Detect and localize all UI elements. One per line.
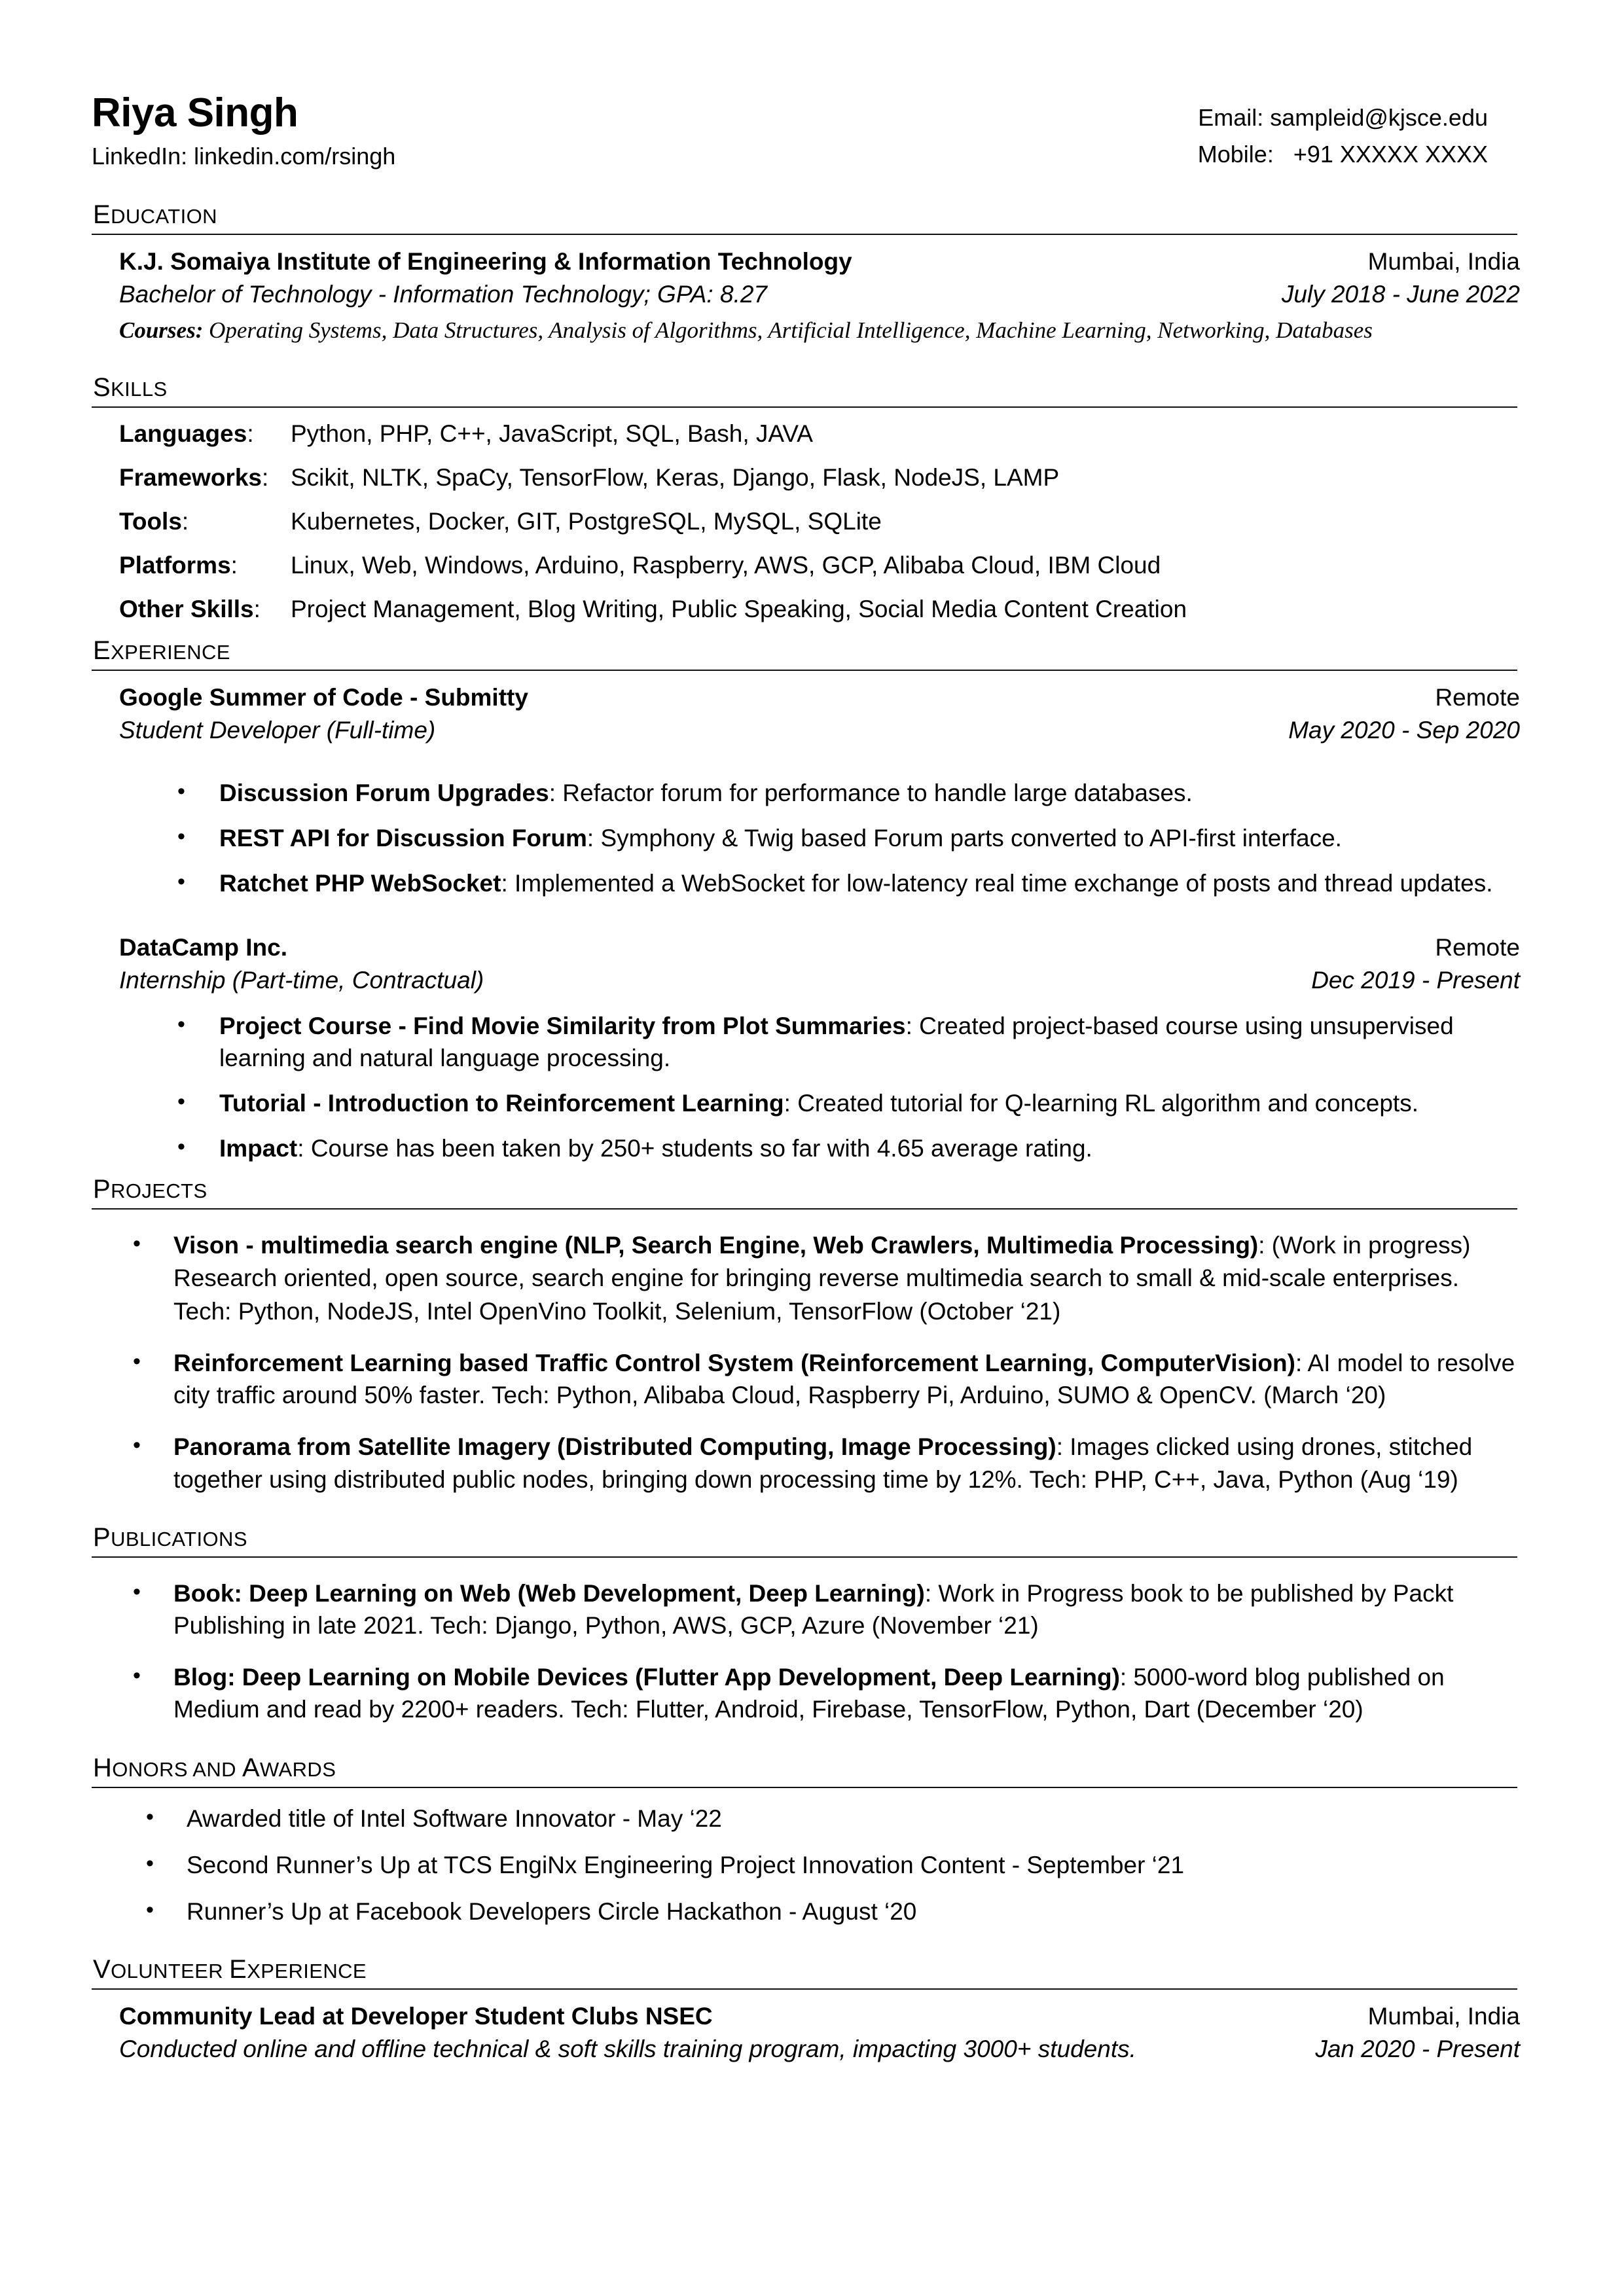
section-publications [92, 1524, 1519, 1726]
section-title-initial: E [93, 636, 111, 666]
experience-dates: May 2020 - Sep 2020 [1288, 717, 1520, 744]
skill-label-text: Platforms [119, 552, 231, 579]
section-divider [92, 670, 1517, 671]
project-tech: Tech: Python, NodeJS, Intel OpenVino Toolkit, Selenium, TensorFlow (October ‘21) [173, 1297, 1061, 1325]
candidate-name: Riya Singh [92, 90, 298, 135]
section-skills [92, 374, 1519, 626]
skill-value: Kubernetes, Docker, GIT, PostgreSQL, MySQL, SQLite [291, 508, 882, 535]
experience-location: Remote [1435, 933, 1520, 961]
skill-label-text: Frameworks [119, 464, 262, 492]
experience-bullets [92, 1010, 1519, 1165]
section-title-rest-2: XPERIENCE [247, 1960, 367, 1983]
honors-list [92, 1803, 1519, 1928]
section-projects [92, 1176, 1519, 1495]
skill-value: Scikit, NLTK, SpaCy, TensorFlow, Keras, Django, Flask, NodeJS, LAMP [291, 464, 1060, 492]
skill-row [119, 592, 1519, 626]
education-row-degree [119, 278, 1520, 311]
list-item: • Second Runner’s Up at TCS EngiNx Engineering Project Innovation Content - September ‘21 [187, 1849, 1519, 1881]
section-title-initial-2: E [229, 1955, 247, 1984]
linkedin-link[interactable]: LinkedIn: linkedin.com/rsingh [92, 143, 396, 170]
bullet-highlight: Tutorial - Introduction to Reinforcement Learning [219, 1089, 784, 1117]
skill-value: Project Management, Blog Writing, Public Speaking, Social Media Content Creation [291, 596, 1187, 623]
spacer [92, 900, 1519, 931]
mobile-text: Mobile: +91 XXXXX XXXX [1197, 140, 1488, 168]
bullet-highlight: Project Course - Find Movie Similarity from Plot Summaries [219, 1012, 906, 1039]
experience-entry [92, 931, 1519, 997]
experience-entry [92, 681, 1519, 747]
publications-list [92, 1577, 1519, 1726]
project-description: : AI model to resolve city traffic around 50% faster. Tech: Python, Alibaba Cloud, Raspberry Pi, Arduino, SUMO & OpenCV. (March ‘20) [173, 1349, 1515, 1409]
project-description: Research oriented, open source, search engine for bringing reverse multimedia search to small & mid-scale enterprises. [173, 1264, 1459, 1291]
list-item [219, 1087, 1519, 1119]
volunteer-location: Mumbai, India [1367, 2003, 1520, 2030]
section-title-volunteer [92, 1956, 1519, 1982]
skill-label [119, 417, 291, 450]
publication-title: Blog: Deep Learning on Mobile Devices (Flutter App Development, Deep Learning) [173, 1664, 1120, 1691]
section-divider [92, 1988, 1517, 1990]
bullet-highlight: Impact [219, 1135, 298, 1162]
skill-row [119, 548, 1519, 582]
courses-label: Courses: [119, 317, 204, 344]
skill-colon: : [181, 508, 189, 535]
publication-description: : Work in Progress book to be published by Packt Publishing in late 2021. Tech: Django, Python, AWS, GCP, Azure (November ‘21) [173, 1579, 1454, 1639]
section-divider [92, 1208, 1517, 1210]
project-title: Panorama from Satellite Imagery (Distributed Computing, Image Processing) [173, 1433, 1056, 1461]
skills-list [92, 417, 1519, 626]
volunteer-description: Conducted online and offline technical & soft skills training program, impacting 3000+ students. [119, 2036, 1136, 2063]
section-title-skills [92, 374, 1519, 401]
spacer [92, 747, 1519, 764]
volunteer-row-description [119, 2033, 1520, 2066]
section-divider [92, 1556, 1517, 1558]
volunteer-entry [92, 2000, 1519, 2066]
volunteer-dates: Jan 2020 - Present [1315, 2036, 1520, 2063]
skill-label [119, 461, 291, 494]
section-title-rest: XPERIENCE [111, 641, 230, 664]
section-title-initial: P [93, 1522, 111, 1552]
education-location: Mumbai, India [1367, 247, 1520, 275]
section-title-initial-2: A [242, 1753, 261, 1782]
section-title-experience [92, 637, 1519, 664]
skill-colon: : [262, 464, 269, 492]
skill-colon: : [247, 420, 254, 447]
experience-company: Google Summer of Code - Submitty [119, 684, 528, 711]
publication-title: Book: Deep Learning on Web (Web Development, Deep Learning) [173, 1579, 925, 1607]
list-item [173, 1577, 1519, 1641]
bullet-text: : Refactor forum for performance to handle large databases. [549, 780, 1193, 807]
courses-value: Operating Systems, Data Structures, Analysis of Algorithms, Artificial Intelligence, Machine Learning, Networking, Databases [203, 317, 1373, 344]
section-title-rest-2: WARDS [260, 1757, 336, 1781]
list-item [173, 1347, 1519, 1411]
education-entry [92, 245, 1519, 346]
section-title-rest: DUCATION [111, 204, 217, 228]
section-title-rest: ROJECTS [111, 1179, 208, 1203]
education-degree: Bachelor of Technology - Information Technology; GPA: 8.27 [119, 280, 768, 308]
skill-row [119, 461, 1519, 494]
section-divider [92, 406, 1517, 408]
list-item [219, 1010, 1519, 1074]
bullet-text: : Created tutorial for Q-learning RL algorithm and concepts. [784, 1089, 1418, 1117]
section-title-rest: UBLICATIONS [111, 1527, 247, 1551]
skill-label [119, 505, 291, 538]
skill-label-text: Tools [119, 508, 182, 535]
education-courses [119, 315, 1515, 346]
list-item [219, 1132, 1519, 1164]
education-dates: July 2018 - June 2022 [1281, 280, 1520, 308]
section-title-rest: ONORS AND [112, 1757, 242, 1781]
list-item [219, 777, 1519, 809]
education-row-school [119, 245, 1520, 278]
section-experience [92, 637, 1519, 1164]
section-title-initial: H [93, 1753, 113, 1782]
bullet-highlight: Discussion Forum Upgrades [219, 780, 549, 807]
list-item: • Runner’s Up at Facebook Developers Circle Hackathon - August ‘20 [187, 1895, 1519, 1928]
list-item [173, 1229, 1519, 1327]
section-title-rest: OLUNTEER [111, 1960, 230, 1983]
bullet-highlight: REST API for Discussion Forum [219, 825, 587, 852]
list-item: • Awarded title of Intel Software Innovator - May ‘22 [187, 1803, 1519, 1835]
project-title: Reinforcement Learning based Traffic Control System (Reinforcement Learning, ComputerVision) [173, 1349, 1295, 1376]
experience-location: Remote [1435, 684, 1520, 711]
projects-list [92, 1229, 1519, 1495]
experience-company: DataCamp Inc. [119, 933, 288, 961]
bullet-text: : Created project-based course using unsupervised learning and natural language processing. [219, 1012, 1454, 1071]
skill-row [119, 417, 1519, 450]
project-description: : Images clicked using drones, stitched together using distributed public nodes, bringing down processing time by 12%. Tech: PHP, C++, Java, Python (Aug ‘19) [173, 1433, 1473, 1493]
section-education [92, 202, 1519, 346]
experience-dates: Dec 2019 - Present [1311, 966, 1520, 994]
section-title-initial: S [93, 372, 111, 402]
header-left [92, 92, 395, 170]
section-divider [92, 1787, 1517, 1788]
section-volunteer [92, 1956, 1519, 2066]
list-item [219, 867, 1519, 899]
section-honors [92, 1755, 1519, 1928]
experience-role: Internship (Part-time, Contractual) [119, 966, 484, 994]
resume-header [92, 92, 1519, 173]
section-title-education [92, 202, 1519, 228]
experience-bullets [92, 777, 1519, 900]
skill-value: Linux, Web, Windows, Arduino, Raspberry, AWS, GCP, Alibaba Cloud, IBM Cloud [291, 552, 1161, 579]
section-divider [92, 234, 1517, 235]
publication-description: : 5000-word blog published on Medium and read by 2200+ readers. Tech: Flutter, Android, Firebase, TensorFlow, Python, Dart (December ‘20) [173, 1664, 1445, 1723]
skill-label [119, 548, 291, 582]
education-school: K.J. Somaiya Institute of Engineering & Information Technology [119, 247, 852, 275]
section-title-initial: V [93, 1955, 111, 1984]
skill-label-text: Other Skills [119, 596, 254, 623]
experience-role: Student Developer (Full-time) [119, 717, 436, 744]
skill-value: Python, PHP, C++, JavaScript, SQL, Bash, JAVA [291, 420, 813, 447]
list-item [173, 1431, 1519, 1495]
list-item [173, 1661, 1519, 1725]
skill-colon: : [230, 552, 238, 579]
project-title: Vison - multimedia search engine (NLP, Search Engine, Web Crawlers, Multimedia Processing) [173, 1232, 1259, 1259]
experience-row-company [119, 931, 1520, 964]
volunteer-row-role [119, 2000, 1520, 2033]
header-right [1198, 92, 1506, 173]
bullet-text: : Course has been taken by 250+ students so far with 4.65 average rating. [297, 1135, 1092, 1162]
section-title-initial: E [93, 200, 111, 229]
bullet-text: : Symphony & Twig based Forum parts converted to API-first interface. [586, 825, 1342, 852]
skill-row [119, 505, 1519, 538]
experience-row-company [119, 681, 1520, 714]
section-title-rest: KILLS [111, 377, 168, 401]
section-title-publications [92, 1524, 1519, 1551]
section-title-honors [92, 1755, 1519, 1781]
bullet-text: : Implemented a WebSocket for low-latency real time exchange of posts and thread updates. [501, 870, 1493, 897]
skill-label-text: Languages [119, 420, 247, 447]
section-title-initial: P [93, 1175, 111, 1204]
skill-label [119, 592, 291, 626]
list-item [219, 822, 1519, 854]
email-text[interactable]: Email: sampleid@kjsce.edu [1198, 104, 1488, 131]
project-note: : (Work in progress) [1258, 1232, 1471, 1259]
experience-row-role [119, 964, 1520, 997]
experience-row-role [119, 714, 1520, 747]
volunteer-role: Community Lead at Developer Student Clubs NSEC [119, 2003, 713, 2030]
skill-colon: : [253, 596, 261, 623]
bullet-highlight: Ratchet PHP WebSocket [219, 870, 501, 897]
section-title-projects [92, 1176, 1519, 1202]
